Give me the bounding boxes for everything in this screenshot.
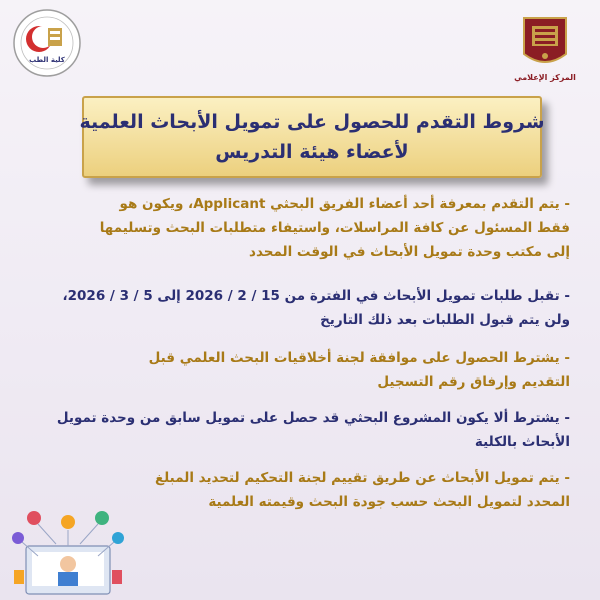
title-line-2: لأعضاء هيئة التدريس bbox=[215, 141, 409, 163]
research-illustration bbox=[8, 500, 128, 596]
svg-text:المركز الإعلامي: المركز الإعلامي bbox=[514, 73, 576, 82]
condition-item-3: - يشترط الحصول على موافقة لجنة أخلاقيات البحث العلمي قبل التقديم وإرفاق رقم التسجيل bbox=[148, 350, 570, 390]
media-center-logo bbox=[508, 10, 582, 84]
faculty-of-medicine-logo bbox=[12, 8, 82, 78]
condition-item-4: - يشترط ألا يكون المشروع البحثي قد حصل على تمويل سابق من وحدة تمويل الأبحاث بالكلية bbox=[56, 410, 570, 450]
condition-item-5: - يتم تمويل الأبحاث عن طريق تقييم لجنة التحكيم لتحديد المبلغ المحدد لتمويل البحث حسب جودة البحث وقيمته العلمية bbox=[154, 470, 570, 510]
title-box bbox=[79, 96, 545, 178]
condition-item-2: - تقبل طلبات تمويل الأبحاث في الفترة من 15 / 2 / 2026 إلى 5 / 3 / 2026، ولن يتم قبول الطلبات بعد ذلك التاريخ bbox=[62, 288, 570, 328]
condition-item-1: - يتم التقدم بمعرفة أحد أعضاء الفريق البحثي Applicant، ويكون هو فقط المسئول عن كافة المراسلات، واستيفاء متطلبات البحث وتسليمها إلى مكتب وحدة تمويل الأبحاث في الوقت المحدد bbox=[99, 196, 570, 260]
svg-text:كلية الطب: كلية الطب bbox=[29, 56, 65, 64]
title-line-1: شروط التقدم للحصول على تمويل الأبحاث العلمية bbox=[79, 111, 545, 133]
